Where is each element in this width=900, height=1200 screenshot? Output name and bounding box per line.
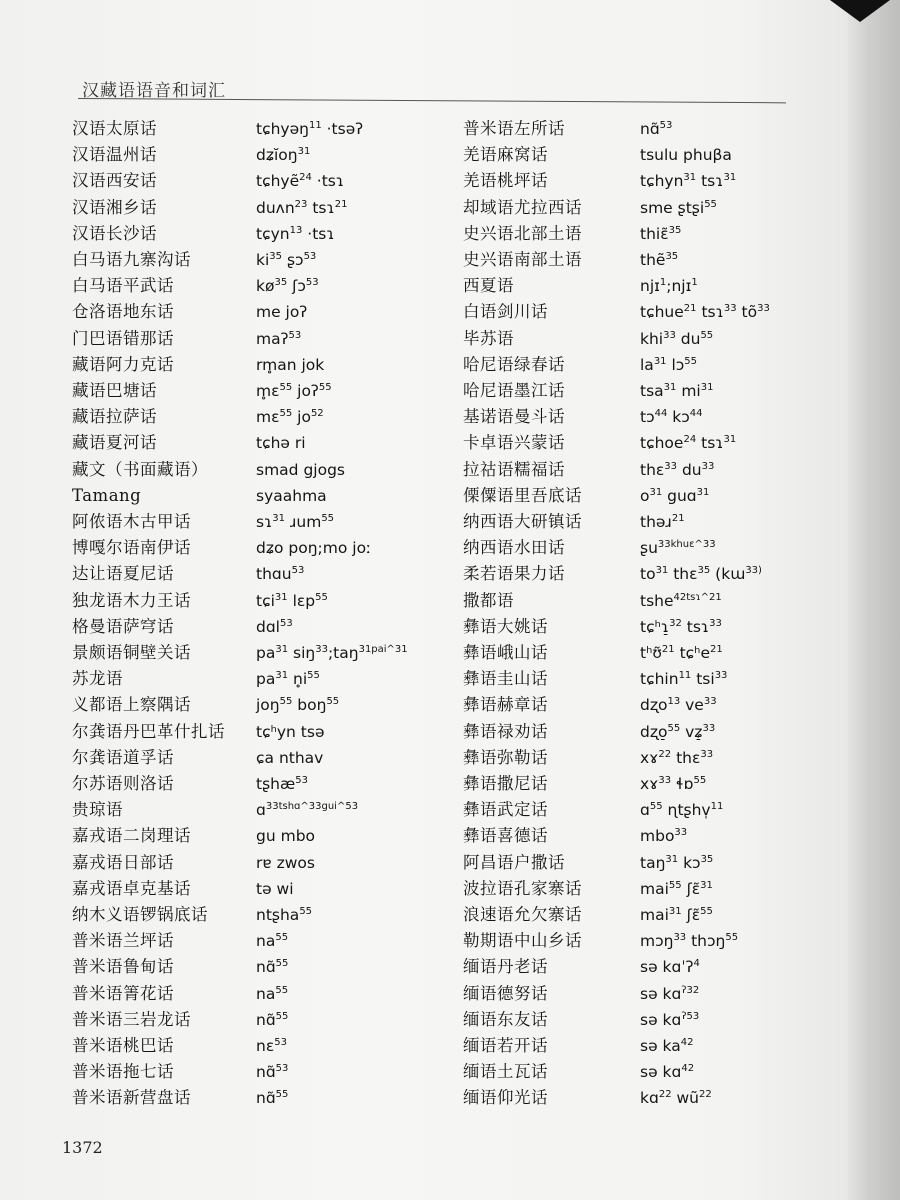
word-form: tɕhyn$^{31}$ tsɿ$^{31}$ [640,172,737,191]
language-name: 达让语夏尼话 [72,564,174,584]
word-form: tɕhin$^{11}$ tsi$^{33}$ [640,670,728,689]
word-form: kɑ$^{22}$ $wũ^{22}$ [640,1089,712,1108]
language-name: 白语剑川话 [463,302,548,322]
tone-superscript: 53 [295,774,308,786]
tone-superscript: 55 [318,381,332,393]
word-form: dʑĭoŋ$^{31}$ [256,146,311,165]
word-form: taŋ$^{31}$ kɔ$^{35}$ [640,853,714,872]
language-name: 普米语新营盘话 [72,1088,191,1108]
word-form: $na^{55}$ [256,932,289,951]
tone-superscript: ʔ53 [681,1010,700,1022]
tone-superscript: 33 [723,303,737,315]
word-form: mɔŋ$^{33}$ thɔŋ$^{55}$ [640,932,739,951]
tone-superscript: 55 [275,1089,289,1101]
tone-superscript: 55 [326,696,340,708]
language-name: 彝语大姚话 [463,616,548,636]
tone-superscript: 31 [275,670,289,682]
word-form: thəɹ$^{21}$ [640,512,685,531]
language-name: 哈尼语墨江话 [463,381,565,400]
word-form: dʐo$^{13}$ $ve^{33}$ [640,696,717,715]
language-name: 柔若语果力话 [463,564,565,584]
language-name: 嘉戎语二岗理话 [72,826,191,846]
language-name: 普米语鲁甸话 [72,957,174,977]
tone-superscript: 33 [757,303,770,315]
language-name: 阿侬语木古甲话 [72,512,191,531]
word-form: sə kɑ$^{ʔ53}$ [640,1010,700,1029]
word-form: $na^{55}$ [256,984,289,1003]
word-form: sə kɑˈʔ$^4$ [640,958,700,977]
tone-superscript: 33 [702,722,716,734]
tone-superscript: ʔ32 [681,984,700,996]
language-name: 汉语西安话 [72,171,157,191]
tone-superscript: 33 [703,696,717,708]
word-form: dɑl$^{53}$ [256,617,293,636]
word-form: nɑ̃$^{55}$ [256,1089,289,1108]
tone-superscript: 13 [667,696,681,708]
tone-superscript: 53 [305,277,319,289]
word-form: mai$^{55}$ ʃɛ̃$^{31}$ [640,879,713,898]
word-form: m̥ɛ$^{55}$ joʔ$^{55}$ [256,381,332,400]
language-name: 普米语箐花话 [72,983,174,1003]
word-form: tɕhyẽ$^{24}$ ·tsɿ [256,172,345,191]
tone-superscript: 21 [334,198,348,210]
word-form: tʂhæ$^{53}$ [256,774,308,793]
tone-superscript: 31 [272,512,286,524]
tone-superscript: 35 [668,224,682,236]
tone-superscript: 31 [653,355,667,367]
tone-superscript: 55 [299,905,313,917]
word-form: $ki^{35}$ ʂɔ$^{53}$ [256,250,317,269]
language-name: 彝语武定话 [463,800,548,820]
tone-superscript: 53 [303,250,317,262]
language-name: 仓洛语地东话 [72,302,174,322]
tone-superscript: 55 [668,879,682,891]
tone-superscript: 55 [700,329,714,341]
word-form: syaahma [256,486,327,505]
word-form: nɑ̃$^{55}$ [256,958,289,977]
language-name: 彝语弥勒话 [463,747,548,767]
tone-superscript: 33) [745,565,762,577]
word-form: $o^{31}$ guɑ$^{31}$ [640,486,710,505]
word-form: ɕa nthav [256,748,324,767]
tone-superscript: 22 [699,1089,712,1101]
word-form: $to^{31}$ thɛ$^{35}$ (kɯ$^{33)}$ [640,565,762,584]
language-name: 门巴语错那话 [72,328,174,348]
tone-superscript: 42 [680,1036,694,1048]
word-form: tɕhyəŋ$^{11}$ ·tsəʔ [256,119,364,138]
language-name: 羌语桃坪话 [463,171,548,191]
tone-superscript: 53 [288,329,302,341]
tone-superscript: 21 [683,303,697,315]
word-form: ʂu$^{33khuɛ\^{}33}$ [640,539,716,558]
word-form: tɕhue$^{21}$ tsɿ$^{33}$ $tõ^{33}$ [640,303,770,322]
word-form: sə kɑ$^{42}$ [640,1063,695,1082]
language-name: 尔龚语丹巴革什扎话 [72,721,225,741]
word-form: $pa^{31}$ $n̥i^{55}$ [256,670,320,689]
language-name: 苏龙语 [72,669,123,689]
tone-superscript: 31 [700,879,713,891]
word-form: rɐ zwos [256,853,315,872]
tone-superscript: 1 [691,277,698,289]
language-name: 缅语德努话 [463,983,548,1003]
tone-superscript: 33khuɛ^33 [657,539,716,551]
tone-superscript: 11 [308,119,322,131]
word-form: $la^{31}$ lɔ$^{55}$ [640,355,698,374]
word-form: tɕi$^{31}$ lɛp$^{55}$ [256,591,328,610]
word-form: xɤ$^{22}$ thɛ$^{33}$ [640,748,714,767]
tone-superscript: 33 [700,748,714,760]
language-name: 缅语东友话 [463,1009,548,1029]
tone-superscript: 33 [701,460,715,472]
word-form: khi$^{33}$ $du^{55}$ [640,329,714,348]
word-form: xɤ$^{33}$ ɬɒ$^{55}$ [640,774,707,793]
language-name: 尔苏语则洛话 [72,774,174,793]
tone-superscript: 55 [684,355,698,367]
word-form: tə wi [256,879,294,898]
tone-superscript: 55 [279,408,293,420]
tone-superscript: 55 [700,905,713,917]
tone-superscript: 33 [658,774,672,786]
language-name: 藏文（书面藏语） [72,459,208,479]
word-form: tshe$^{42tsɿ\^{}21}$ [640,591,722,610]
language-name: 贵琼语 [72,800,123,820]
tone-superscript: 53 [274,1036,287,1048]
word-form: mai$^{31}$ ʃɛ̃$^{55}$ [640,905,713,924]
word-form: ɑ$^{33tshɑ\^{}33gui\^{}53}$ [256,801,359,820]
tone-superscript: 22 [658,748,672,760]
language-name: 史兴语北部土语 [463,223,582,243]
running-head: 汉藏语语音和词汇 [82,81,226,101]
word-form: thiɛ̃$^{35}$ [640,224,682,243]
tone-superscript: 31 [274,591,288,603]
word-form: tɕyn$^{13}$ ·tsɿ [256,224,335,243]
word-form: mɛ$^{55}$ $jo^{52}$ [256,408,324,427]
tone-superscript: 44 [654,408,668,420]
tone-superscript: 31 [668,905,682,917]
language-name: 彝语赫章话 [463,695,548,715]
language-name: 纳木义语锣锅底话 [72,905,208,924]
language-name: 傈僳语里吾底话 [463,485,582,505]
tone-superscript: 31 [663,381,677,393]
language-name: 彝语喜德话 [463,826,548,846]
tone-superscript: 35 [700,853,714,865]
language-name: 嘉戎语日部话 [72,852,174,872]
language-name: 卡卓语兴蒙话 [463,433,565,453]
tone-superscript: 55 [307,670,320,682]
tone-superscript: 31 [297,146,311,158]
tone-superscript: 55 [275,932,289,944]
language-name: 普米语三岩龙话 [72,1009,191,1029]
word-form: tɕhoe$^{24}$ tsɿ$^{31}$ [640,434,737,453]
tone-superscript: 11 [678,670,692,682]
page-number: 1372 [62,1138,103,1157]
language-name: 撒都语 [463,590,514,610]
word-form: ntʂha$^{55}$ [256,905,313,924]
language-name: 阿昌语户撒话 [463,852,565,872]
word-form: $kø^{35}$ ʃɔ$^{53}$ [256,277,319,296]
language-name: 藏语阿力克话 [72,354,174,374]
language-name: 汉语太原话 [72,119,157,138]
word-form: rm̥an jok [256,355,325,374]
tone-superscript: 31 [683,172,697,184]
word-form: joŋ$^{55}$ boŋ$^{55}$ [256,696,340,715]
language-name: 白马语九寨沟话 [72,250,191,269]
word-form: nɑ̃$^{53}$ [640,119,673,138]
tone-superscript: 55 [275,958,289,970]
tone-superscript: 1 [659,277,667,289]
language-name: 尔龚语道孚话 [72,747,174,767]
page-edge-shadow [848,0,900,1200]
language-name: 浪速语允欠寨话 [463,905,582,924]
language-name: 彝语禄劝话 [463,721,548,741]
tone-superscript: 24 [683,434,697,446]
language-name: 缅语丹老话 [463,957,548,977]
language-name: 却域语尤拉西话 [463,197,582,217]
word-form: smad gjogs [256,460,345,479]
tone-superscript: 53 [659,119,673,131]
language-name: 拉祜语糯福话 [463,459,565,479]
word-form: gu mbo [256,827,316,846]
tone-superscript: 11 [710,801,724,813]
tone-superscript: 31 [723,172,737,184]
language-name: 藏语拉萨话 [72,407,157,427]
tone-superscript: 55 [693,774,707,786]
tone-superscript: 32 [669,617,682,629]
word-form: nɑ̃$^{53}$ [256,1063,289,1082]
tone-superscript: 42tsɿ^21 [673,591,722,603]
word-form: nɑ̃$^{55}$ [256,1010,289,1029]
language-name: 哈尼语绿春话 [463,354,565,374]
word-form: tɕʰɿ̠$^{32}$ tsɿ$^{33}$ [640,617,722,636]
tone-superscript: 55 [649,801,663,813]
language-name: 汉语温州话 [72,145,157,165]
tone-superscript: 35 [274,277,288,289]
word-form: dʐo̠$^{55}$ vʑ̠$^{33}$ [640,722,716,741]
language-name: 普米语拖七话 [72,1062,174,1082]
language-name: 彝语峨山话 [463,643,548,662]
language-name: 博嘎尔语南伊话 [72,538,191,558]
tone-superscript: 55 [704,198,717,210]
tone-superscript: 31 [275,643,289,655]
tone-superscript: 31pai^31 [358,643,408,655]
corner-mark [830,0,890,22]
word-form: nɛ$^{53}$ [256,1036,287,1055]
tone-superscript: 13 [289,224,303,236]
tone-superscript: 35 [665,250,679,262]
language-name: 勒期语中山乡话 [463,931,582,951]
tone-superscript: 55 [725,932,739,944]
tone-superscript: 21 [671,512,685,524]
tone-superscript: 42 [681,1063,695,1075]
language-name: 波拉语孔家寨话 [463,878,582,898]
language-name: 普米语桃巴话 [72,1036,174,1055]
tone-superscript: 55 [667,722,681,734]
tone-superscript: 53 [275,1063,289,1075]
tone-superscript: 35 [697,565,711,577]
tone-superscript: 33 [673,932,687,944]
word-form: ɑ$^{55}$ ɳtʂhv̩$^{11}$ [640,801,724,820]
tone-superscript: 33 [315,643,328,655]
word-form: sme ʂtʂi$^{55}$ [640,198,717,217]
language-name: 纳西语大研镇话 [463,512,582,531]
tone-superscript: 55 [279,696,293,708]
tone-superscript: 52 [310,408,324,420]
language-name: 汉语长沙话 [72,223,157,243]
language-name: 格曼语萨穹话 [72,616,174,636]
word-form: dʑo poŋ;mo joː [256,539,372,558]
tone-superscript: 44 [689,408,703,420]
word-form: tsulu phuβa [640,146,732,165]
tone-superscript: 55 [275,984,289,996]
language-name: 彝语撒尼话 [463,774,548,793]
language-name: 毕苏语 [463,328,514,348]
tone-superscript: 55 [315,591,328,603]
tone-superscript: 33 [714,670,728,682]
language-name: Tamang [72,485,142,505]
tone-superscript: 33 [709,617,722,629]
word-form: sɿ$^{31}$ ɹum$^{55}$ [256,512,335,531]
language-name: 嘉戎语卓克基话 [72,878,191,898]
word-form: duʌn$^{23}$ tsɿ$^{21}$ [256,198,348,217]
word-form: $pa^{31}$ siŋ$^{33}$;taŋ$^{31pai\^{}31}$ [256,643,408,662]
language-name: 史兴语南部土语 [463,250,582,269]
language-name: 白马语平武话 [72,276,174,296]
language-name: 义都语上察隅话 [72,695,191,715]
word-form: njɪ$^1$;njɪ$^1$ [640,277,698,296]
language-name: 羌语麻窝话 [463,145,548,165]
tone-superscript: 31 [700,381,714,393]
word-form: tɕʰyn tsə [256,722,325,741]
language-name: 独龙语木力王话 [72,590,191,610]
word-form: thɑu$^{53}$ [256,565,305,584]
tone-superscript: 4 [693,958,700,970]
tone-superscript: 53 [279,617,293,629]
word-form: tʰʊ̃$^{21}$ tɕʰe$^{21}$ [640,643,723,662]
language-name: 藏语夏河话 [72,433,157,453]
language-name: 基诺语曼斗话 [463,407,565,427]
tone-superscript: 35 [269,250,283,262]
tone-superscript: 24 [299,172,312,184]
word-form: tɕhə ri [256,434,306,453]
language-name: 汉语湘乡话 [72,197,157,217]
language-name: 普米语兰坪话 [72,931,174,951]
tone-superscript: 33tshɑ^33gui^53 [265,801,359,813]
tone-superscript: 33 [664,460,678,472]
word-form: mbo$^{33}$ [640,827,688,846]
language-name: 藏语巴塘话 [72,381,157,400]
tone-superscript: 21 [661,643,675,655]
word-form: tsa$^{31}$ $mi^{31}$ [640,381,714,400]
tone-superscript: 31 [655,565,669,577]
word-form: tɔ$^{44}$ kɔ$^{44}$ [640,408,703,427]
language-name: 纳西语水田话 [463,538,565,558]
tone-superscript: 55 [279,381,293,393]
tone-superscript: 31 [665,853,679,865]
tone-superscript: 55 [275,1010,289,1022]
tone-superscript: 33 [674,827,688,839]
tone-superscript: 23 [294,198,308,210]
word-form: maʔ$^{53}$ [256,329,302,348]
tone-superscript: 55 [321,512,335,524]
word-form: sə kɑ$^{ʔ32}$ [640,984,700,1003]
language-name: 彝语圭山话 [463,669,548,689]
language-name: 缅语仰光话 [463,1088,548,1108]
language-name: 普米语左所话 [463,119,565,138]
word-form: me joʔ [256,303,308,322]
word-form: thẽ$^{35}$ [640,250,679,269]
language-name: 景颇语铜壁关话 [72,643,191,662]
word-form: sə $ka^{42}$ [640,1036,694,1055]
language-name: 缅语若开话 [463,1036,548,1055]
tone-superscript: 21 [710,643,723,655]
tone-superscript: 31 [696,486,710,498]
word-form: thɛ$^{33}$ $du^{33}$ [640,460,715,479]
tone-superscript: 31 [649,486,663,498]
language-name: 缅语土瓦话 [463,1062,548,1082]
tone-superscript: 22 [658,1089,672,1101]
tone-superscript: 31 [723,434,737,446]
tone-superscript: 53 [291,565,305,577]
tone-superscript: 33 [663,329,676,341]
language-name: 西夏语 [463,276,514,296]
